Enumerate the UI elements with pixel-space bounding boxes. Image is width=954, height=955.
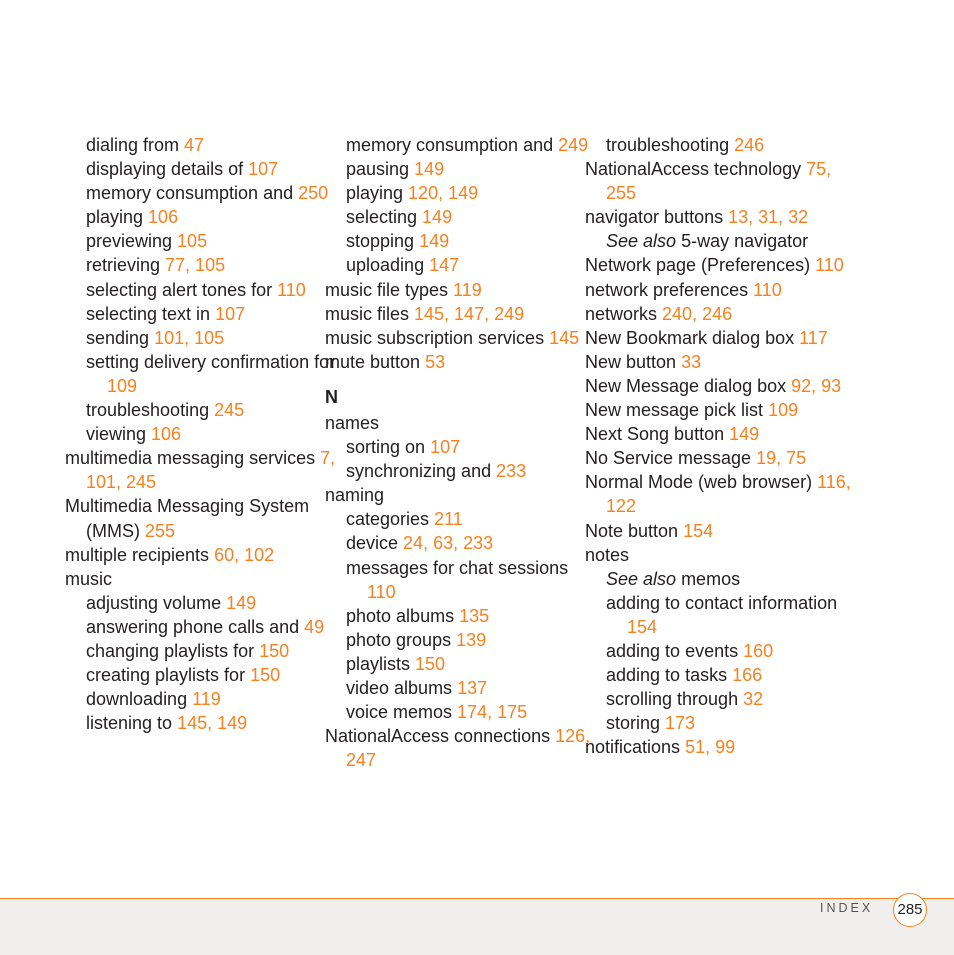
page-reference-link[interactable]: 246 [734, 135, 765, 155]
index-entry [585, 543, 830, 567]
page-reference-link[interactable]: 173 [665, 713, 696, 734]
entry-term: troubleshooting [606, 135, 735, 155]
entry-term: viewing [86, 424, 152, 445]
index-entry [346, 556, 596, 604]
entry-term: synchronizing and [346, 461, 497, 482]
page-reference-link[interactable]: 105 [177, 231, 208, 252]
entry-term: playlists [346, 653, 416, 674]
page-reference-link[interactable]: 149 [422, 207, 453, 228]
entry-term: video albums [346, 677, 458, 698]
entry-term: network preferences [585, 279, 754, 300]
entry-term: troubleshooting [86, 400, 215, 421]
entry-term: retrieving [86, 255, 166, 276]
index-entry [325, 278, 575, 302]
see-also-label: See also [606, 568, 677, 589]
page-reference-link[interactable]: 117 [799, 327, 828, 348]
index-column-1 [65, 133, 336, 735]
entry-term: storing [606, 713, 666, 734]
entry-term: networks [585, 303, 663, 324]
index-entry [585, 157, 851, 205]
index-entry [86, 615, 336, 639]
entry-term: adding to tasks [606, 665, 733, 686]
index-entry [346, 604, 575, 628]
index-entry [585, 374, 851, 398]
entry-term: setting delivery confirmation for [86, 351, 336, 372]
page-reference-link[interactable]: 250 [298, 183, 329, 204]
page-reference-link[interactable]: 101, 105 [154, 327, 225, 348]
entry-term: previewing [86, 231, 178, 252]
page-reference-link[interactable]: 160 [743, 640, 774, 661]
page-footer [0, 898, 954, 955]
entry-term: listening to [86, 713, 178, 734]
index-entry [325, 724, 596, 772]
page-reference-link[interactable]: 107 [430, 437, 461, 458]
page-reference-link[interactable]: 75, 255 [606, 159, 832, 204]
index-entry [325, 326, 596, 350]
entry-term: Note button [585, 520, 684, 541]
page-reference-link[interactable]: 33 [681, 351, 702, 372]
index-entry [585, 278, 830, 302]
page-reference-link[interactable]: 53 [425, 351, 446, 372]
index-entry [585, 350, 830, 374]
entry-term: multimedia messaging services [65, 448, 321, 469]
page-reference-link[interactable]: 19, 75 [756, 448, 807, 469]
entry-term: mute button [325, 351, 426, 372]
page-reference-link[interactable]: 137 [457, 677, 488, 698]
index-entry [86, 278, 315, 302]
page-reference-link[interactable]: 154 [683, 520, 714, 541]
index-entry [86, 591, 315, 615]
index-entry [585, 302, 830, 326]
index-entry [606, 687, 830, 711]
entry-term: photo albums [346, 605, 460, 626]
entry-term: sorting on [346, 437, 431, 458]
index-entry [346, 459, 575, 483]
entry-term: messages for chat sessions [346, 557, 569, 578]
index-entry [585, 446, 830, 470]
index-entry [606, 567, 830, 591]
index-entry [585, 253, 851, 277]
page-reference-link[interactable]: 120, 149 [408, 183, 479, 204]
page-reference-link[interactable]: 249 [558, 135, 589, 155]
page-reference-link[interactable]: 150 [415, 653, 446, 674]
index-entry [346, 435, 575, 459]
index-entry [86, 133, 315, 157]
index-entry [346, 133, 596, 157]
page-reference-link[interactable]: 145 [549, 327, 580, 348]
page-reference-link[interactable]: 24, 63, 233 [403, 533, 494, 554]
entry-term: notifications [585, 737, 686, 758]
entry-term: NationalAccess connections [325, 726, 556, 747]
page-reference-link[interactable]: 240, 246 [662, 303, 733, 324]
entry-term: Next Song button [585, 424, 730, 445]
index-entry [346, 157, 575, 181]
index-entry [346, 253, 575, 277]
entry-term: No Service message [585, 448, 757, 469]
footer-section-label: INDEX [820, 901, 874, 915]
page-reference-link[interactable]: 107 [215, 303, 246, 324]
index-entry [325, 483, 575, 507]
entry-term: photo groups [346, 629, 457, 650]
entry-term: device [346, 533, 404, 554]
entry-term: selecting text in [86, 303, 216, 324]
entry-term: pausing [346, 159, 415, 180]
index-entry [585, 205, 830, 229]
page-reference-link[interactable]: 32 [743, 689, 764, 710]
index-entry [86, 398, 315, 422]
index-entry [585, 519, 830, 543]
index-entry [86, 639, 315, 663]
page-reference-link[interactable]: 233 [496, 461, 527, 482]
page-reference-link[interactable]: 139 [456, 629, 487, 650]
page-reference-link[interactable]: 106 [151, 424, 182, 445]
page-reference-link[interactable]: 119 [192, 689, 221, 710]
entry-term: downloading [86, 689, 193, 710]
index-entry [86, 181, 336, 205]
page-reference-link[interactable]: 245 [214, 400, 245, 421]
page-reference-link[interactable]: 110 [815, 255, 844, 276]
index-entry [86, 687, 315, 711]
index-entry [65, 494, 336, 542]
entry-term: navigator buttons [585, 207, 729, 228]
index-entry [65, 543, 315, 567]
page-reference-link[interactable]: 116, 122 [606, 472, 851, 517]
index-entry [346, 229, 575, 253]
index-entry [86, 302, 315, 326]
page-reference-link[interactable]: 150 [259, 640, 290, 661]
index-entry [86, 229, 315, 253]
index-column-3 [585, 133, 851, 759]
page-reference-link[interactable]: 255 [144, 520, 176, 541]
index-entry [606, 711, 830, 735]
index-entry [606, 133, 830, 157]
entry-term: sending [86, 327, 155, 348]
page-reference-link[interactable]: 110 [367, 581, 396, 602]
page-reference-link[interactable]: 150 [250, 665, 281, 686]
index-column-2 [325, 133, 591, 772]
index-entry [86, 326, 315, 350]
page-reference-link[interactable]: 7, 101, 245 [86, 448, 336, 493]
index-entry [585, 422, 830, 446]
entry-term: scrolling through [606, 689, 744, 710]
entry-term: selecting [346, 207, 423, 228]
page-reference-link[interactable]: 107 [248, 159, 279, 180]
entry-term: displaying details of [86, 159, 249, 180]
index-entry [86, 422, 315, 446]
page-reference-link[interactable]: 147 [429, 255, 460, 276]
index-entry [86, 350, 336, 398]
entry-term: music files [325, 303, 415, 324]
index-entry [585, 326, 830, 350]
page-reference-link[interactable]: 149 [729, 424, 760, 445]
entry-term: Multimedia Messaging System (MMS) [65, 496, 310, 541]
entry-term: multiple recipients [65, 544, 215, 565]
entry-term: playing [346, 183, 409, 204]
entry-term: memos [676, 568, 741, 589]
entry-term: uploading [346, 255, 430, 276]
entry-term: adding to contact information [606, 592, 838, 613]
index-entry [65, 567, 315, 591]
index-entry [346, 676, 575, 700]
entry-term: categories [346, 509, 435, 530]
page-reference-link[interactable]: 145, 149 [177, 713, 248, 734]
index-entry [606, 639, 830, 663]
page-reference-link[interactable]: 106 [148, 207, 179, 228]
page-reference-link[interactable]: 109 [768, 400, 799, 421]
entry-term: New message pick list [585, 400, 769, 421]
index-entry [346, 652, 575, 676]
index-entry [86, 663, 315, 687]
index-entry [325, 350, 575, 374]
entry-term: 5-way navigator [676, 231, 809, 252]
page-reference-link[interactable]: 126, 247 [346, 726, 591, 771]
page-reference-link[interactable]: 154 [627, 616, 658, 637]
page-reference-link[interactable]: 149 [419, 231, 450, 252]
entry-term: selecting alert tones for [86, 279, 278, 300]
see-also-label: See also [606, 231, 677, 252]
index-entry [585, 735, 830, 759]
page-reference-link[interactable]: 119 [453, 279, 482, 300]
entry-term: playing [86, 207, 149, 228]
index-entry [86, 157, 315, 181]
index-entry [606, 591, 851, 639]
entry-term: music [65, 568, 113, 589]
entry-term: changing playlists for [86, 640, 260, 661]
page-reference-link[interactable]: 92, 93 [791, 375, 842, 396]
entry-term: Normal Mode (web browser) [585, 472, 818, 493]
page-reference-link[interactable]: 145, 147, 249 [414, 303, 525, 324]
entry-term: creating playlists for [86, 665, 251, 686]
page-reference-link[interactable]: 13, 31, 32 [728, 207, 809, 228]
page-reference-link[interactable]: 49 [304, 616, 325, 637]
index-entry [346, 181, 575, 205]
entry-term: adjusting volume [86, 592, 227, 613]
index-entry [86, 253, 315, 277]
page-reference-link[interactable]: 109 [107, 375, 138, 396]
index-entry [585, 398, 830, 422]
page-reference-link[interactable]: 60, 102 [214, 544, 275, 565]
index-entry [606, 229, 830, 253]
page-reference-link[interactable]: 149 [226, 592, 257, 613]
entry-term: music subscription services [325, 327, 550, 348]
entry-term: dialing from [86, 135, 185, 155]
entry-term: voice memos [346, 702, 458, 723]
page-reference-link[interactable]: 51, 99 [685, 737, 736, 758]
entry-term: NationalAccess technology [585, 159, 807, 180]
page-reference-link[interactable]: 211 [434, 509, 463, 530]
index-entry [325, 411, 575, 435]
index-entry [346, 205, 575, 229]
page-number: 285 [893, 893, 927, 927]
entry-term: music file types [325, 279, 454, 300]
index-entry [346, 700, 575, 724]
index-entry [65, 446, 336, 494]
entry-term: memory consumption and [346, 135, 559, 155]
entry-term: memory consumption and [86, 183, 299, 204]
page-reference-link[interactable]: 174, 175 [457, 702, 528, 723]
letter-heading: N [325, 386, 338, 407]
index-entry [606, 663, 830, 687]
page-reference-link[interactable]: 135 [459, 605, 490, 626]
index-entry [346, 531, 575, 555]
entry-term: New Message dialog box [585, 375, 792, 396]
page-reference-link[interactable]: 110 [753, 279, 782, 300]
entry-term: stopping [346, 231, 420, 252]
entry-term: notes [585, 544, 630, 565]
index-entry [346, 507, 575, 531]
entry-term: answering phone calls and [86, 616, 305, 637]
entry-term: New Bookmark dialog box [585, 327, 800, 348]
page-reference-link[interactable]: 110 [277, 279, 306, 300]
index-entry [585, 470, 851, 518]
index-entry [325, 302, 575, 326]
entry-term: adding to events [606, 640, 744, 661]
entry-term: naming [325, 485, 385, 506]
index-entry [86, 711, 315, 735]
entry-term: names [325, 412, 380, 433]
page-reference-link[interactable]: 77, 105 [165, 255, 226, 276]
page-reference-link[interactable]: 47 [184, 135, 205, 155]
entry-term: Network page (Preferences) [585, 255, 816, 276]
page-reference-link[interactable]: 149 [414, 159, 445, 180]
entry-term: New button [585, 351, 682, 372]
index-entry [86, 205, 315, 229]
index-entry [346, 628, 575, 652]
page-reference-link[interactable]: 166 [732, 665, 763, 686]
